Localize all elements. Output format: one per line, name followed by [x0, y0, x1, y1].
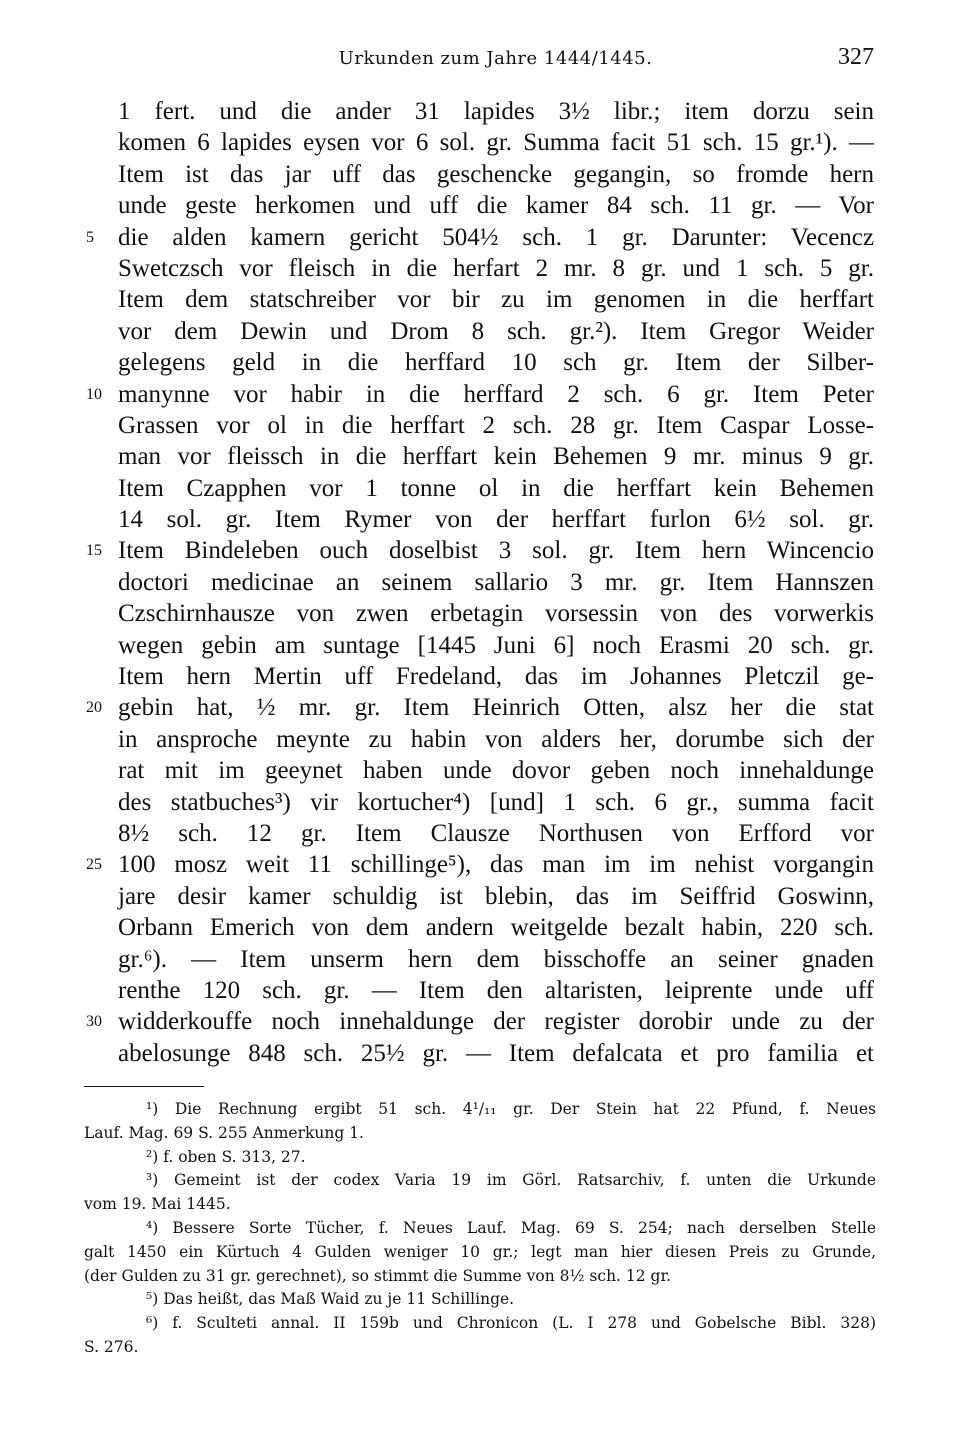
text-line [118, 630, 874, 661]
line-text: man vor fleissch in die herffart kein Behemen 9 mr. minus 9 gr. [118, 443, 874, 471]
line-number: 20 [86, 699, 102, 717]
footnote-line: ⁴) Bessere Sorte Tücher, f. Neues Lauf. Mag. 69 S. 254; nach derselben Stelle [146, 1218, 876, 1237]
line-text: renthe 120 sch. gr. — Item den altaristen, leiprente unde uff [118, 976, 874, 1004]
text-line [118, 944, 874, 975]
line-text: Orbann Emerich von dem andern weitgelde bezalt habin, 220 sch. [118, 914, 874, 942]
text-line [118, 724, 874, 755]
line-text: die alden kamern gericht 504½ sch. 1 gr. Darunter: Vecencz [118, 223, 874, 251]
main-text [86, 96, 874, 1069]
text-line [118, 818, 874, 849]
line-text: 100 mosz weit 11 schillinge⁵), das man im im nehist vorgangin [118, 851, 874, 879]
text-line [118, 912, 874, 943]
line-text: abelosunge 848 sch. 25½ gr. — Item defalcata et pro familia et [118, 1039, 874, 1067]
running-head [117, 44, 874, 76]
text-line [86, 692, 874, 723]
text-line [86, 1006, 874, 1037]
text-line [118, 316, 874, 347]
text-line [118, 755, 874, 786]
line-text: manynne vor habir in die herffard 2 sch. 6 gr. Item Peter [118, 380, 874, 408]
footnote-line: ¹) Die Rechnung ergibt 51 sch. 4¹/₁₁ gr. Der Stein hat 22 Pfund, f. Neues [146, 1100, 876, 1118]
line-text: gelegens geld in die herffard 10 sch gr. Item der Silber- [118, 349, 874, 377]
line-text: widderkouffe noch innehaldunge der register dorobir unde zu der [118, 1008, 874, 1036]
line-text: 1 fert. und die ander 31 lapides 3½ libr.; item dorzu sein [118, 98, 874, 125]
line-text: komen 6 lapides eysen vor 6 sol. gr. Summa facit 51 sch. 15 gr.¹). — [118, 129, 874, 157]
line-number: 25 [86, 856, 102, 874]
footnote-line: (der Gulden zu 31 gr. gerechnet), so stimmt die Summe von 8½ sch. 12 gr. [84, 1266, 672, 1285]
line-text: Czschirnhausze von zwen erbetagin vorsessin von des vorwerkis [118, 600, 874, 628]
text-line [118, 284, 874, 315]
line-text: doctori medicinae an seinem sallario 3 mr. gr. Item Hannszen [118, 568, 874, 596]
footnote-line: vom 19. Mai 1445. [84, 1195, 231, 1214]
line-text: vor dem Dewin und Drom 8 sch. gr.²). Item Gregor Weider [118, 317, 874, 345]
line-text: wegen gebin am suntage [1445 Juni 6] noch Erasmi 20 sch. gr. [118, 631, 874, 659]
text-line [118, 127, 874, 158]
footnote-line: ³) Gemeint ist der codex Varia 19 im Görl. Ratsarchiv, f. unten die Urkunde [146, 1171, 876, 1190]
text-line [118, 253, 874, 284]
text-line [86, 379, 874, 410]
footnote-line: Lauf. Mag. 69 S. 255 Anmerkung 1. [84, 1123, 364, 1142]
text-line [118, 159, 874, 190]
line-text: Item dem statschreiber vor bir zu im genomen in die herffart [118, 286, 874, 314]
line-text: gr.⁶). — Item unserm hern dem bisschoffe an seiner gnaden [118, 945, 874, 973]
footnote-line: ⁶) f. Sculteti annal. II 159b und Chronicon (L. I 278 und Gobelsche Bibl. 328) [146, 1314, 876, 1333]
text-line [118, 787, 874, 818]
text-line [118, 96, 874, 127]
text-line [118, 504, 874, 535]
line-text: Grassen vor ol in die herffart 2 sch. 28 gr. Item Caspar Losse- [118, 411, 874, 439]
text-line [118, 347, 874, 378]
line-text: Item hern Mertin uff Fredeland, das im Johannes Pletczil ge- [118, 663, 874, 691]
line-text: des statbuches³) vir kortucher⁴) [und] 1 sch. 6 gr., summa facit [118, 788, 874, 816]
line-number: 30 [86, 1013, 102, 1031]
text-line [118, 975, 874, 1006]
page-number: 327 [838, 44, 874, 70]
line-text: unde geste herkomen und uff die kamer 84 sch. 11 gr. — Vor [118, 192, 874, 220]
running-head-title: Urkunden zum Jahre 1444/1445. [338, 48, 653, 69]
line-number: 15 [86, 542, 102, 560]
text-line [118, 410, 874, 441]
text-line [118, 473, 874, 504]
text-line [118, 881, 874, 912]
line-text: jare desir kamer schuldig ist blebin, das im Seiffrid Goswinn, [118, 882, 874, 910]
line-number: 5 [86, 228, 94, 246]
footnotes [84, 1098, 876, 1360]
footnote-line: ²) f. oben S. 313, 27. [146, 1147, 306, 1166]
text-line [86, 849, 874, 880]
footnote-line: S. 276. [84, 1337, 139, 1356]
line-text: 14 sol. gr. Item Rymer von der herffart furlon 6½ sol. gr. [118, 506, 874, 534]
footnote-line: galt 1450 ein Kürtuch 4 Gulden weniger 10 gr.; legt man hier diesen Preis zu Grunde, [84, 1242, 876, 1261]
text-line [86, 222, 874, 253]
text-line [118, 598, 874, 629]
text-line [118, 661, 874, 692]
text-line [118, 190, 874, 221]
text-line [118, 567, 874, 598]
line-text: gebin hat, ½ mr. gr. Item Heinrich Otten, alsz her die stat [118, 694, 874, 722]
line-text: rat mit im geeynet haben unde dovor geben noch innehaldunge [118, 757, 874, 785]
text-line [118, 1038, 874, 1069]
line-number: 10 [86, 385, 102, 403]
line-text: Swetczsch vor fleisch in die herfart 2 mr. 8 gr. und 1 sch. 5 gr. [118, 254, 874, 282]
line-text: in ansproche meynte zu habin von alders her, dorumbe sich der [118, 725, 874, 753]
line-text: Item ist das jar uff das geschencke gegangin, so fromde hern [118, 160, 874, 188]
line-text: Item Bindeleben ouch doselbist 3 sol. gr. Item hern Wincencio [118, 537, 874, 565]
text-line [86, 535, 874, 566]
line-text: Item Czapphen vor 1 tonne ol in die herffart kein Behemen [118, 474, 874, 502]
footnote-divider [84, 1086, 204, 1087]
line-text: 8½ sch. 12 gr. Item Clausze Northusen von Erfford vor [118, 819, 874, 847]
text-line [118, 441, 874, 472]
footnote-line: ⁵) Das heißt, das Maß Waid zu je 11 Schillinge. [146, 1290, 515, 1309]
